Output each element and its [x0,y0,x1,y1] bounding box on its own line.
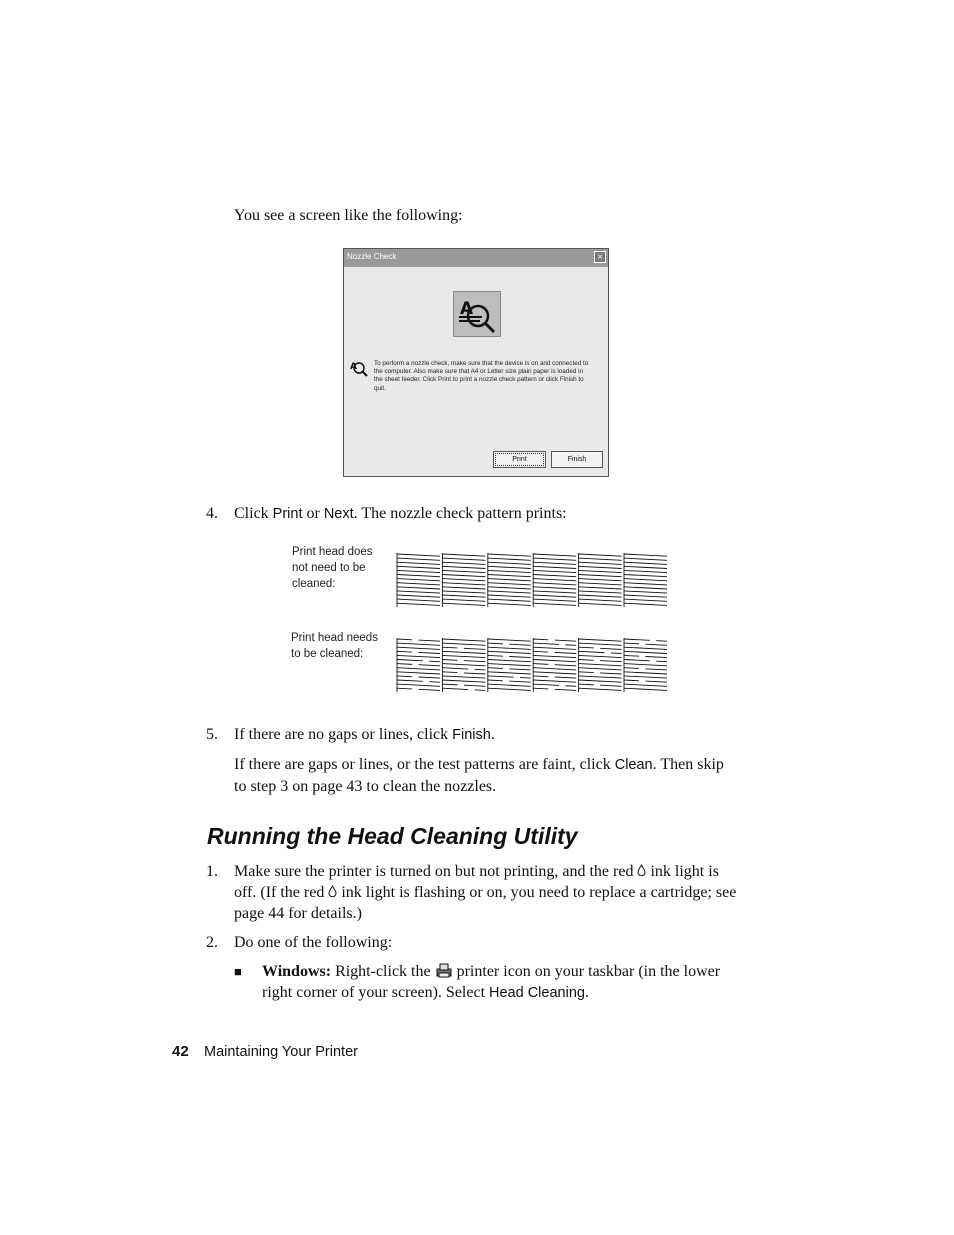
pattern-line [397,587,440,589]
pattern-line [533,599,576,601]
pattern-line [624,554,667,556]
pattern-line [624,664,667,666]
pattern-line [488,688,531,690]
bullet-label: Windows: [262,963,332,980]
pattern-line [533,595,576,597]
pattern-line [442,680,485,682]
step-4-print: Print [272,506,303,522]
pattern-line [442,676,485,678]
pattern-line [509,681,531,682]
pattern-line [624,587,667,589]
pattern-line [565,686,576,687]
pattern-line [442,647,457,648]
pattern-line [442,655,485,657]
nozzle-check-icon [453,291,501,337]
pattern-line [475,690,486,691]
pattern-line [442,672,457,673]
pattern-line [397,688,412,689]
pattern-line [646,669,668,670]
pattern-line [533,668,576,670]
finish-button[interactable]: Finish [551,451,603,468]
pattern-line [533,558,576,560]
bullet-text [262,961,720,1004]
pattern-line [509,644,531,645]
step-5-para-post: . Then skip [652,756,724,773]
pattern-line [533,566,576,568]
pattern-line [646,657,668,658]
pattern-line [520,678,531,679]
pattern-line [579,680,622,682]
step-5-number: 5. [206,726,218,743]
bullet-marker: ■ [234,964,242,979]
step-5-post: . [490,726,495,743]
pattern-line [611,653,622,654]
pattern-line [429,682,440,683]
pattern-line [555,689,577,690]
pattern-line [579,688,622,690]
pattern-line [624,566,667,568]
pattern-line [533,554,576,556]
dialog-message: To perform a nozzle check, make sure that the device is on and connected to the computer. Also make sure that A4 or Letter size plain paper is loaded in the sheet feeder. Click Print to print a nozzle check pattern or click Finish to quit. [374,360,589,392]
pattern-line [624,583,667,585]
pattern-line [533,591,576,593]
pattern-line [442,566,485,568]
pattern-line [579,664,622,666]
pattern-line [509,669,531,670]
pattern-line [579,672,594,673]
pattern-line [565,645,576,646]
pattern-line [442,668,468,669]
pattern-line [488,591,531,593]
step-1-number: 1. [206,863,218,880]
pattern-line [646,644,668,645]
pattern-line [488,684,531,686]
pattern-line [488,599,531,601]
pattern-line [488,660,531,662]
pattern-line [442,570,485,572]
pattern-line [397,595,440,597]
pattern-line [533,562,576,564]
step-1-line1-pre: Make sure the printer is turned on but not printing, and the red [234,863,638,880]
pattern-line [600,685,622,686]
step-1-line3: page 44 for details.) [234,905,362,922]
pattern-line [397,554,440,556]
nozzle-check-dialog [343,248,609,477]
pattern-line [419,665,441,666]
pattern-line [624,570,667,572]
pattern-line [397,603,440,605]
pattern-line [579,599,622,601]
pattern-line [488,680,503,681]
bullet-pre: Right-click the [331,963,435,980]
pattern-line [397,660,423,661]
step-1-line2-pre: off. (If the red [234,884,329,901]
pattern-line [624,643,639,644]
step-5-pre: If there are no gaps or lines, click [234,726,453,743]
good-caption-line: not need to be [292,562,366,574]
pattern-line [442,603,485,605]
pattern-line [488,595,531,597]
pattern-line [624,603,667,605]
pattern-line [579,591,622,593]
step-4-text [234,503,567,525]
pattern-line [397,655,440,657]
pattern-line [397,570,440,572]
pattern-line [488,583,531,585]
pattern-line [533,603,576,605]
pattern-line [579,558,622,560]
good-nozzle-pattern [396,551,668,609]
step-5-finish: Finish [452,727,491,743]
pattern-line [488,587,531,589]
pattern-line [600,648,622,649]
pattern-line [579,566,622,568]
pattern-line [624,660,650,661]
dialog-title: Nozzle Check [347,252,397,261]
pattern-line [464,661,486,662]
page-number: 42 [172,1043,189,1060]
step-1-line1-post: ink light is [646,863,719,880]
pattern-line [555,677,577,678]
pattern-line [488,579,531,581]
pattern-line [579,554,622,556]
pattern-line [579,562,622,564]
pattern-line [442,639,485,641]
pattern-line [624,647,667,649]
pattern-line [488,603,531,605]
pattern-line [442,688,468,689]
pattern-line [397,591,440,593]
pattern-line [579,676,622,678]
pattern-line [397,566,440,568]
pattern-line [624,579,667,581]
pattern-line [624,575,667,577]
pattern-line [488,575,531,577]
step-4-pre: Click [234,505,273,522]
pattern-line [397,562,440,564]
pattern-line [624,558,667,560]
pattern-line [397,672,440,674]
section-heading: Running the Head Cleaning Utility [207,823,578,849]
pattern-line [397,579,440,581]
head-cleaning-menu: Head Cleaning [489,985,585,1001]
step-5-para-line2: to step 3 on page 43 to clean the nozzles. [234,778,497,795]
pattern-line [397,558,440,560]
pattern-line [397,664,412,665]
step-1-line2-post: ink light is flashing or on, you need to replace a cartridge; see [337,884,737,901]
pattern-line [656,641,667,642]
pattern-line [555,640,577,641]
pattern-line [397,643,440,645]
pattern-line [464,673,486,674]
bullet-line2-pre: right corner of your screen). Select [262,984,490,1001]
pattern-line [579,603,622,605]
bad-pattern-caption [291,630,378,662]
pattern-line [488,566,531,568]
pattern-line [624,672,667,674]
pattern-line [624,668,639,669]
pattern-line [442,651,485,653]
pattern-line [442,660,457,661]
nozzle-check-small-icon [349,358,369,378]
pattern-line [397,684,440,686]
pattern-line [397,680,423,681]
pattern-line [397,583,440,585]
pattern-line [442,587,485,589]
pattern-line [624,599,667,601]
pattern-line [397,599,440,601]
pattern-line [579,579,622,581]
bullet-line2-post: . [584,984,589,1001]
pattern-line [397,676,412,677]
pattern-line [533,684,559,685]
print-button[interactable]: Print [493,451,546,468]
pattern-line [600,661,622,662]
pattern-line [488,562,531,564]
pattern-line [600,673,622,674]
printer-icon [435,962,453,979]
pattern-line [397,575,440,577]
pattern-line [442,591,485,593]
pattern-line [419,652,441,653]
pattern-line [533,676,548,677]
pattern-line [579,583,622,585]
pattern-line [475,669,486,670]
pattern-line [442,575,485,577]
bad-caption-line: to be cleaned: [291,648,364,660]
pattern-line [488,570,531,572]
pattern-line [419,677,441,678]
pattern-line [579,587,622,589]
pattern-line [624,688,667,690]
pattern-line [488,672,531,674]
pattern-line [624,562,667,564]
pattern-line [533,655,576,657]
pattern-line [488,554,531,556]
pattern-line [488,639,531,641]
pattern-line [579,668,622,670]
step-4-next: Next [323,506,354,522]
pattern-line [442,599,485,601]
pattern-line [533,587,576,589]
pattern-line [464,648,486,649]
step-5-text [234,724,495,746]
bad-nozzle-pattern [396,636,668,694]
pattern-line [533,579,576,581]
pattern-line [533,575,576,577]
pattern-line [579,639,622,641]
pattern-line [442,554,485,556]
pattern-line [533,688,548,689]
pattern-line [397,639,412,640]
pattern-line [533,643,559,644]
pattern-line [579,651,605,652]
pattern-line [624,676,667,678]
pattern-line [442,562,485,564]
pattern-line [442,684,457,685]
pattern-line [533,639,548,640]
pattern-line [579,655,622,657]
pattern-line [442,595,485,597]
pattern-line [533,647,576,649]
pattern-line [624,651,667,653]
good-pattern-caption [292,544,373,592]
pattern-line [579,684,594,685]
step-4-post: . The nozzle check pattern prints: [353,505,567,522]
pattern-line [624,684,667,686]
pattern-line [533,583,576,585]
pattern-line [442,579,485,581]
step-2-number: 2. [206,934,218,951]
pattern-line [579,575,622,577]
bad-caption-line: Print head needs [291,632,378,644]
pattern-line [397,651,412,652]
pattern-line [464,685,486,686]
close-icon[interactable]: × [594,251,606,263]
dialog-titlebar [344,249,608,267]
pattern-line [533,660,576,662]
pattern-line [624,595,667,597]
pattern-line [555,665,577,666]
chapter-title: Maintaining Your Printer [204,1044,358,1060]
pattern-line [488,647,531,649]
pattern-line [488,676,514,677]
pattern-line [533,672,576,674]
step-5-paragraph [234,754,724,797]
bullet-post: printer icon on your taskbar (in the lower [452,963,721,980]
pattern-line [579,570,622,572]
pattern-line [442,558,485,560]
pattern-line [397,668,440,670]
step-4-or: or [302,505,324,522]
pattern-line [488,668,503,669]
pattern-line [624,680,639,681]
pattern-line [646,681,668,682]
pattern-line [419,689,441,690]
pattern-line [488,655,503,656]
pattern-line [579,647,594,648]
pattern-line [429,661,440,662]
pattern-line [509,657,531,658]
pattern-line [488,558,531,560]
pattern-line [488,651,531,653]
pattern-line [533,570,576,572]
pattern-line [419,640,441,641]
pattern-line [442,664,485,666]
pattern-line [579,643,622,645]
pattern-line [442,643,485,645]
pattern-line [533,664,548,665]
intro-text: You see a screen like the following: [234,207,463,224]
pattern-line [624,655,639,656]
pattern-line [533,651,548,652]
pattern-line [624,639,650,640]
ink-drop-icon [328,885,337,897]
svg-text:A: A [350,362,357,372]
good-caption-line: Print head does [292,546,373,558]
pattern-line [656,661,667,662]
pattern-line [579,595,622,597]
good-caption-line: cleaned: [292,578,336,590]
pattern-line [488,643,503,644]
step-1-text [234,861,736,924]
step-2-text: Do one of the following: [234,934,393,951]
step-5-clean: Clean [614,757,653,773]
pattern-line [555,652,577,653]
svg-text:A: A [460,299,474,319]
pattern-line [533,680,576,682]
step-5-para-pre: If there are gaps or lines, or the test patterns are faint, click [234,756,615,773]
step-4-number: 4. [206,505,218,522]
pattern-line [488,664,531,666]
pattern-line [442,583,485,585]
pattern-line [579,660,594,661]
pattern-line [397,647,440,649]
pattern-line [624,591,667,593]
